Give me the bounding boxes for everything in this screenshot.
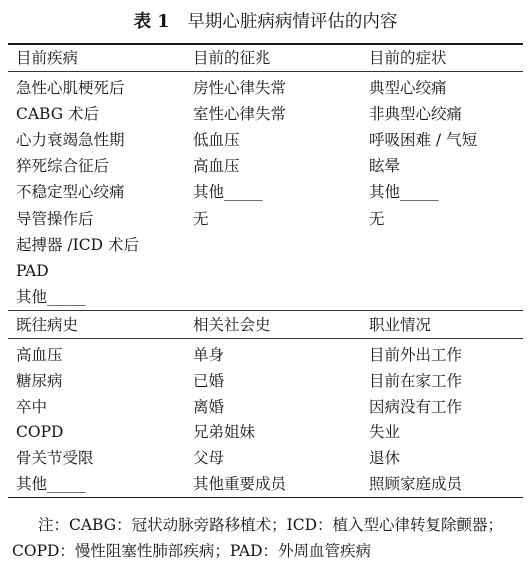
table-row [8, 232, 523, 258]
table-cell: 因病没有工作 [369, 397, 463, 416]
table-row [8, 368, 523, 394]
table-label: 表 1 [133, 12, 170, 32]
table-cell: 退休 [369, 449, 401, 468]
table-row [8, 284, 523, 310]
table-cell: 照顾家庭成员 [369, 475, 463, 494]
table-cell: 房性心律失常 [193, 78, 287, 97]
table-cell: 目前在家工作 [369, 371, 463, 390]
table-cell: 低血压 [193, 130, 240, 149]
table-row [8, 205, 523, 231]
table-cell: 兄弟姐妹 [193, 423, 256, 442]
table-cell: 骨关节受限 [16, 449, 94, 468]
table-row [8, 75, 523, 101]
column-header: 目前疾病 [16, 48, 79, 67]
column-header: 目前的征兆 [193, 48, 271, 67]
table-cell: 卒中 [16, 397, 48, 416]
table-cell: 高血压 [16, 346, 63, 365]
column-header: 相关社会史 [193, 315, 271, 334]
table-title [0, 10, 531, 34]
table-row [8, 394, 523, 420]
table-cell: 心力衰竭急性期 [16, 130, 125, 149]
table-cell: 眩晕 [369, 157, 401, 176]
table-cell: 无 [193, 209, 209, 228]
table-cell: 高血压 [193, 157, 240, 176]
table-cell: 起搏器 /ICD 术后 [16, 235, 139, 254]
table-row [8, 342, 523, 368]
table-cell: CABG 术后 [16, 104, 100, 123]
table-row [8, 101, 523, 127]
table-cell: 其他_____ [193, 183, 263, 202]
table-cell: 呼吸困难 / 气短 [369, 130, 478, 149]
table-note: COPD：慢性阻塞性肺部疾病；PAD：外周血管疾病 [12, 542, 372, 560]
column-header: 目前的症状 [369, 48, 447, 67]
column-header: 既往病史 [16, 315, 79, 334]
table-row [8, 127, 523, 153]
table-cell: 无 [369, 209, 385, 228]
table-row [8, 471, 523, 497]
table-cell: 失业 [369, 423, 401, 442]
header-row [8, 45, 523, 71]
table-row [8, 153, 523, 179]
table-row [8, 445, 523, 471]
table-note: 注：CABG：冠状动脉旁路移植术；ICD：植入型心律转复除颤器； [38, 516, 504, 534]
table-cell: PAD [16, 261, 49, 280]
table-caption: 早期心脏病病情评估的内容 [187, 12, 398, 32]
table-cell: 室性心律失常 [193, 104, 287, 123]
bottom-rule [8, 497, 523, 499]
table-notes [12, 512, 523, 564]
table-row [8, 420, 523, 446]
header-row [8, 311, 523, 338]
table-row [8, 258, 523, 284]
table-cell: 其他_____ [16, 475, 86, 494]
table-cell: 离婚 [193, 397, 225, 416]
table-cell: 典型心绞痛 [369, 78, 447, 97]
table-cell: COPD [16, 423, 64, 442]
assessment-table [8, 43, 523, 498]
table-cell: 其他_____ [16, 288, 86, 307]
table-cell: 其他重要成员 [193, 475, 287, 494]
table-cell: 急性心肌梗死后 [16, 78, 125, 97]
table-cell: 其他_____ [369, 183, 439, 202]
table-body [8, 339, 523, 497]
table-cell: 猝死综合征后 [16, 157, 110, 176]
table-row [8, 179, 523, 205]
table-body [8, 72, 523, 311]
table-cell: 糖尿病 [16, 371, 63, 390]
table-cell: 导管操作后 [16, 209, 94, 228]
table-cell: 已婚 [193, 371, 225, 390]
table-cell: 父母 [193, 449, 225, 468]
column-header: 职业情况 [369, 315, 432, 334]
table-cell: 非典型心绞痛 [369, 104, 463, 123]
table-cell: 单身 [193, 346, 225, 365]
table-cell: 不稳定型心绞痛 [16, 183, 125, 202]
table-cell: 目前外出工作 [369, 346, 463, 365]
